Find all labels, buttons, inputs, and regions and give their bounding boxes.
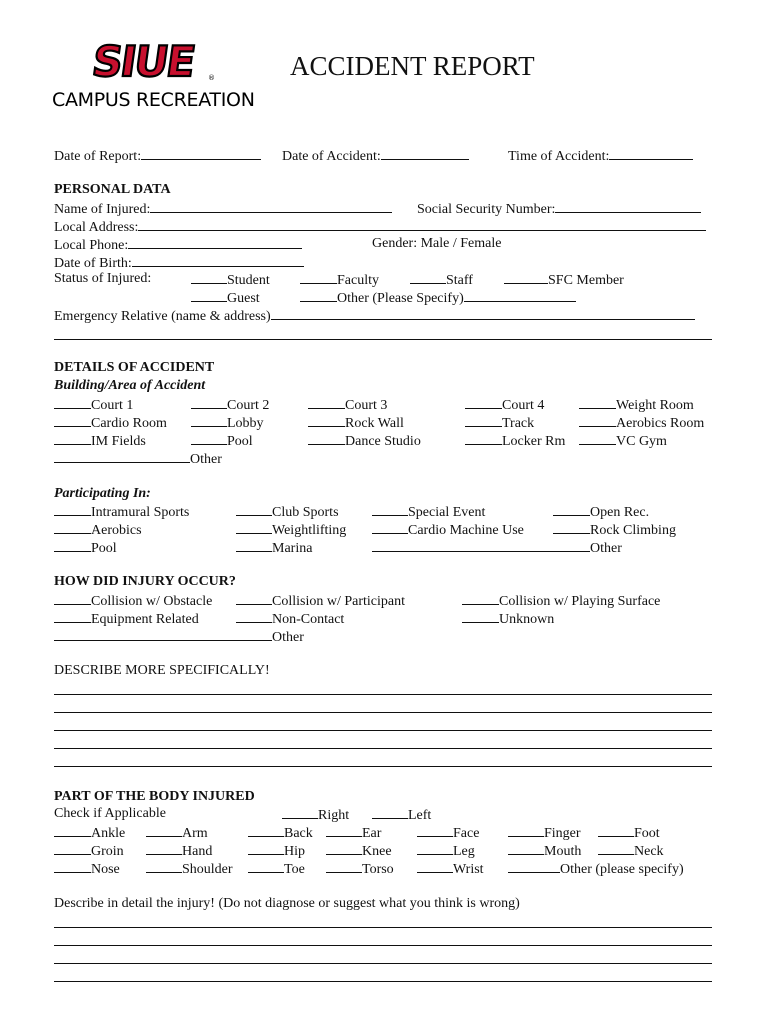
area-pool[interactable]: Pool	[191, 432, 253, 450]
injury-collision-surface[interactable]: Collision w/ Playing Surface	[462, 592, 660, 610]
area-court-1[interactable]: Court 1	[54, 396, 133, 414]
status-faculty[interactable]: Faculty	[300, 271, 379, 289]
injury-detail-prompt: Describe in detail the injury! (Do not diagnose or suggest what you think is wrong)	[54, 896, 520, 911]
part-weightlifting[interactable]: Weightlifting	[236, 521, 346, 539]
svg-text:®: ®	[208, 74, 215, 82]
body-face[interactable]: Face	[417, 824, 479, 842]
body-hand[interactable]: Hand	[146, 842, 212, 860]
area-court-4[interactable]: Court 4	[465, 396, 544, 414]
part-open-rec[interactable]: Open Rec.	[553, 503, 649, 521]
injury-equipment[interactable]: Equipment Related	[54, 610, 199, 628]
part-cardio-machine[interactable]: Cardio Machine Use	[372, 521, 524, 539]
part-aerobics[interactable]: Aerobics	[54, 521, 142, 539]
area-weight-room[interactable]: Weight Room	[579, 396, 694, 414]
status-sfc-member[interactable]: SFC Member	[504, 271, 624, 289]
body-ankle[interactable]: Ankle	[54, 824, 125, 842]
injury-collision-obstacle[interactable]: Collision w/ Obstacle	[54, 592, 212, 610]
siue-logo	[86, 38, 216, 84]
logo-brand: SIUE	[89, 38, 197, 84]
injury-unknown[interactable]: Unknown	[462, 610, 554, 628]
detail-line[interactable]	[54, 981, 712, 982]
emergency-relative-field[interactable]: Emergency Relative (name & address)	[54, 307, 695, 325]
time-of-accident-field[interactable]: Time of Accident:	[508, 147, 693, 165]
body-groin[interactable]: Groin	[54, 842, 124, 860]
body-foot[interactable]: Foot	[598, 824, 660, 842]
describe-heading: DESCRIBE MORE SPECIFICALLY!	[54, 663, 270, 678]
body-finger[interactable]: Finger	[508, 824, 581, 842]
part-club-sports[interactable]: Club Sports	[236, 503, 339, 521]
detail-line[interactable]	[54, 963, 712, 964]
area-court-3[interactable]: Court 3	[308, 396, 387, 414]
describe-line[interactable]	[54, 730, 712, 731]
area-vc-gym[interactable]: VC Gym	[579, 432, 667, 450]
detail-line[interactable]	[54, 945, 712, 946]
body-arm[interactable]: Arm	[146, 824, 208, 842]
check-applicable-label: Check if Applicable	[54, 806, 166, 821]
area-rock-wall[interactable]: Rock Wall	[308, 414, 404, 432]
part-intramural-sports[interactable]: Intramural Sports	[54, 503, 189, 521]
body-back[interactable]: Back	[248, 824, 313, 842]
describe-line[interactable]	[54, 694, 712, 695]
body-shoulder[interactable]: Shoulder	[146, 860, 233, 878]
body-leg[interactable]: Leg	[417, 842, 475, 860]
emergency-extra-line[interactable]	[54, 339, 712, 340]
part-rock-climbing[interactable]: Rock Climbing	[553, 521, 676, 539]
part-pool[interactable]: Pool	[54, 539, 117, 557]
area-lobby[interactable]: Lobby	[191, 414, 264, 432]
body-knee[interactable]: Knee	[326, 842, 392, 860]
side-left[interactable]: Left	[372, 806, 431, 824]
siue-logo-graphic	[86, 38, 216, 84]
part-other[interactable]: Other	[372, 539, 622, 557]
status-student[interactable]: Student	[191, 271, 270, 289]
body-heading: PART OF THE BODY INJURED	[54, 789, 255, 804]
page-title: ACCIDENT REPORT	[290, 51, 535, 81]
status-staff[interactable]: Staff	[410, 271, 473, 289]
area-subheading: Building/Area of Accident	[54, 378, 206, 393]
detail-line[interactable]	[54, 927, 712, 928]
body-ear[interactable]: Ear	[326, 824, 381, 842]
area-locker-rm[interactable]: Locker Rm	[465, 432, 565, 450]
phone-field[interactable]: Local Phone:	[54, 236, 302, 254]
body-torso[interactable]: Torso	[326, 860, 394, 878]
logo-subtitle: CAMPUS RECREATION	[52, 89, 255, 111]
name-field[interactable]: Name of Injured:	[54, 200, 392, 218]
gender-field[interactable]: Gender: Male / Female	[372, 236, 502, 251]
address-field[interactable]: Local Address:	[54, 218, 706, 236]
describe-line[interactable]	[54, 712, 712, 713]
injury-heading: HOW DID INJURY OCCUR?	[54, 574, 236, 589]
ssn-field[interactable]: Social Security Number:	[417, 200, 701, 218]
describe-line[interactable]	[54, 766, 712, 767]
body-neck[interactable]: Neck	[598, 842, 664, 860]
dob-field[interactable]: Date of Birth:	[54, 254, 304, 272]
area-im-fields[interactable]: IM Fields	[54, 432, 146, 450]
body-wrist[interactable]: Wrist	[417, 860, 484, 878]
body-toe[interactable]: Toe	[248, 860, 305, 878]
body-other[interactable]: Other (please specify)	[508, 860, 684, 878]
area-dance-studio[interactable]: Dance Studio	[308, 432, 421, 450]
part-special-event[interactable]: Special Event	[372, 503, 485, 521]
side-right[interactable]: Right	[282, 806, 349, 824]
body-nose[interactable]: Nose	[54, 860, 120, 878]
injury-collision-participant[interactable]: Collision w/ Participant	[236, 592, 405, 610]
body-hip[interactable]: Hip	[248, 842, 305, 860]
area-cardio-room[interactable]: Cardio Room	[54, 414, 167, 432]
body-mouth[interactable]: Mouth	[508, 842, 581, 860]
participating-subheading: Participating In:	[54, 486, 151, 501]
injury-other[interactable]: Other	[54, 628, 304, 646]
area-track[interactable]: Track	[465, 414, 534, 432]
status-label: Status of Injured:	[54, 271, 152, 286]
injury-non-contact[interactable]: Non-Contact	[236, 610, 344, 628]
personal-data-heading: PERSONAL DATA	[54, 182, 171, 197]
part-marina[interactable]: Marina	[236, 539, 312, 557]
status-other[interactable]: Other (Please Specify)	[300, 289, 576, 307]
area-court-2[interactable]: Court 2	[191, 396, 269, 414]
status-guest[interactable]: Guest	[191, 289, 260, 307]
date-of-report-field[interactable]: Date of Report:	[54, 147, 261, 165]
details-heading: DETAILS OF ACCIDENT	[54, 360, 215, 375]
describe-line[interactable]	[54, 748, 712, 749]
area-aerobics-room[interactable]: Aerobics Room	[579, 414, 704, 432]
area-other[interactable]: Other	[54, 450, 222, 468]
date-of-accident-field[interactable]: Date of Accident:	[282, 147, 469, 165]
